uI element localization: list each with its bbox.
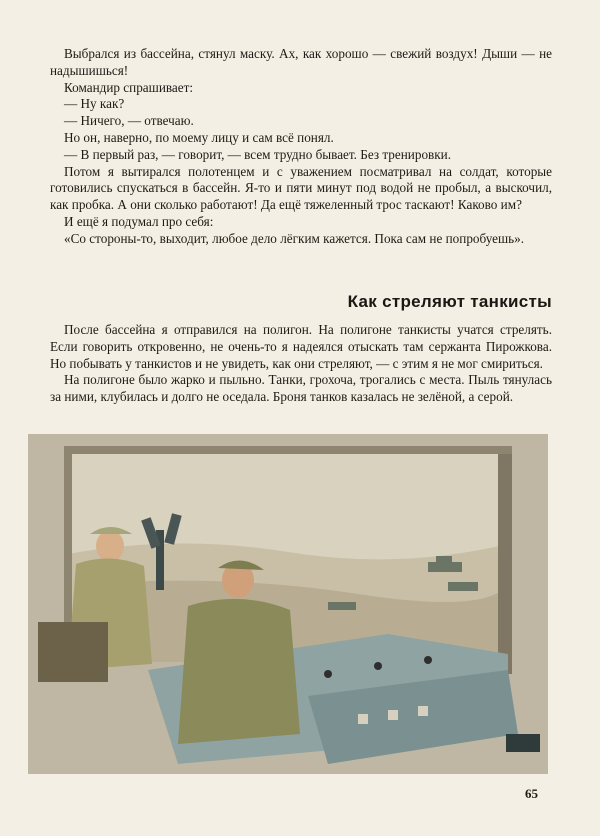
intro-text [50,46,552,248]
paragraph: Выбрался из бассейна, стянул маску. Ах, как хорошо — свежий воздух! Дыши — не надышишься! [50,46,552,78]
console-knob [374,662,382,670]
tank [328,602,356,610]
console-knob [424,656,432,664]
illustration-control-tower [28,434,548,774]
section-text [50,322,552,406]
chair [38,622,108,682]
window-frame [498,448,512,674]
tank [448,582,478,591]
console-button [358,714,368,724]
paragraph: Но он, наверно, по моему лицу и сам всё понял. [64,129,334,145]
console-knob [324,670,332,678]
officer-head [96,530,124,562]
paragraph: Потом я вытирался полотенцем и с уважением посматривал на солдат, которые готовились спускаться в бассейн. Я-то и пяти минут под водой не пробыл, а выскочил, как пробка. А они сколько работают! Да ещё тяжеленный трос таскают! Каково им? [50,163,552,213]
paragraph: «Со стороны-то, выходит, любое дело лёгким кажется. Пока сам не попробуешь». [64,230,525,246]
paragraph: Командир спрашивает: [64,79,194,95]
tank [428,562,462,572]
paragraph: — Ну как? [64,96,125,112]
soldier-body [178,599,300,744]
paragraph: — Ничего, — отвечаю. [64,113,194,129]
page-number: 65 [525,786,538,801]
console-button [388,710,398,720]
tank-turret [436,556,452,563]
telephone [506,734,540,752]
console-button [418,706,428,716]
window-frame [64,446,512,454]
paragraph: И ещё я подумал про себя: [64,213,214,229]
paragraph: На полигоне было жарко и пыльно. Танки, грохоча, трогались с места. Пыль тянулась за ними, клубилась и долго не оседала. Броня танков казалась не зелёной, а серой. [50,372,552,405]
section-title: Как стреляют танкисты [347,292,552,311]
paragraph: — В первый раз, — говорит, — всем трудно бывает. Без тренировки. [64,146,452,162]
paragraph: После бассейна я отправился на полигон. На полигоне танкисты учатся стрелять. Если говорить откровенно, не очень-то я надеялся отыскать там сержанта Пирожкова. Но побывать у танкистов и не увидеть, как они стреляют, — с этим я не мог смириться. [50,322,552,371]
